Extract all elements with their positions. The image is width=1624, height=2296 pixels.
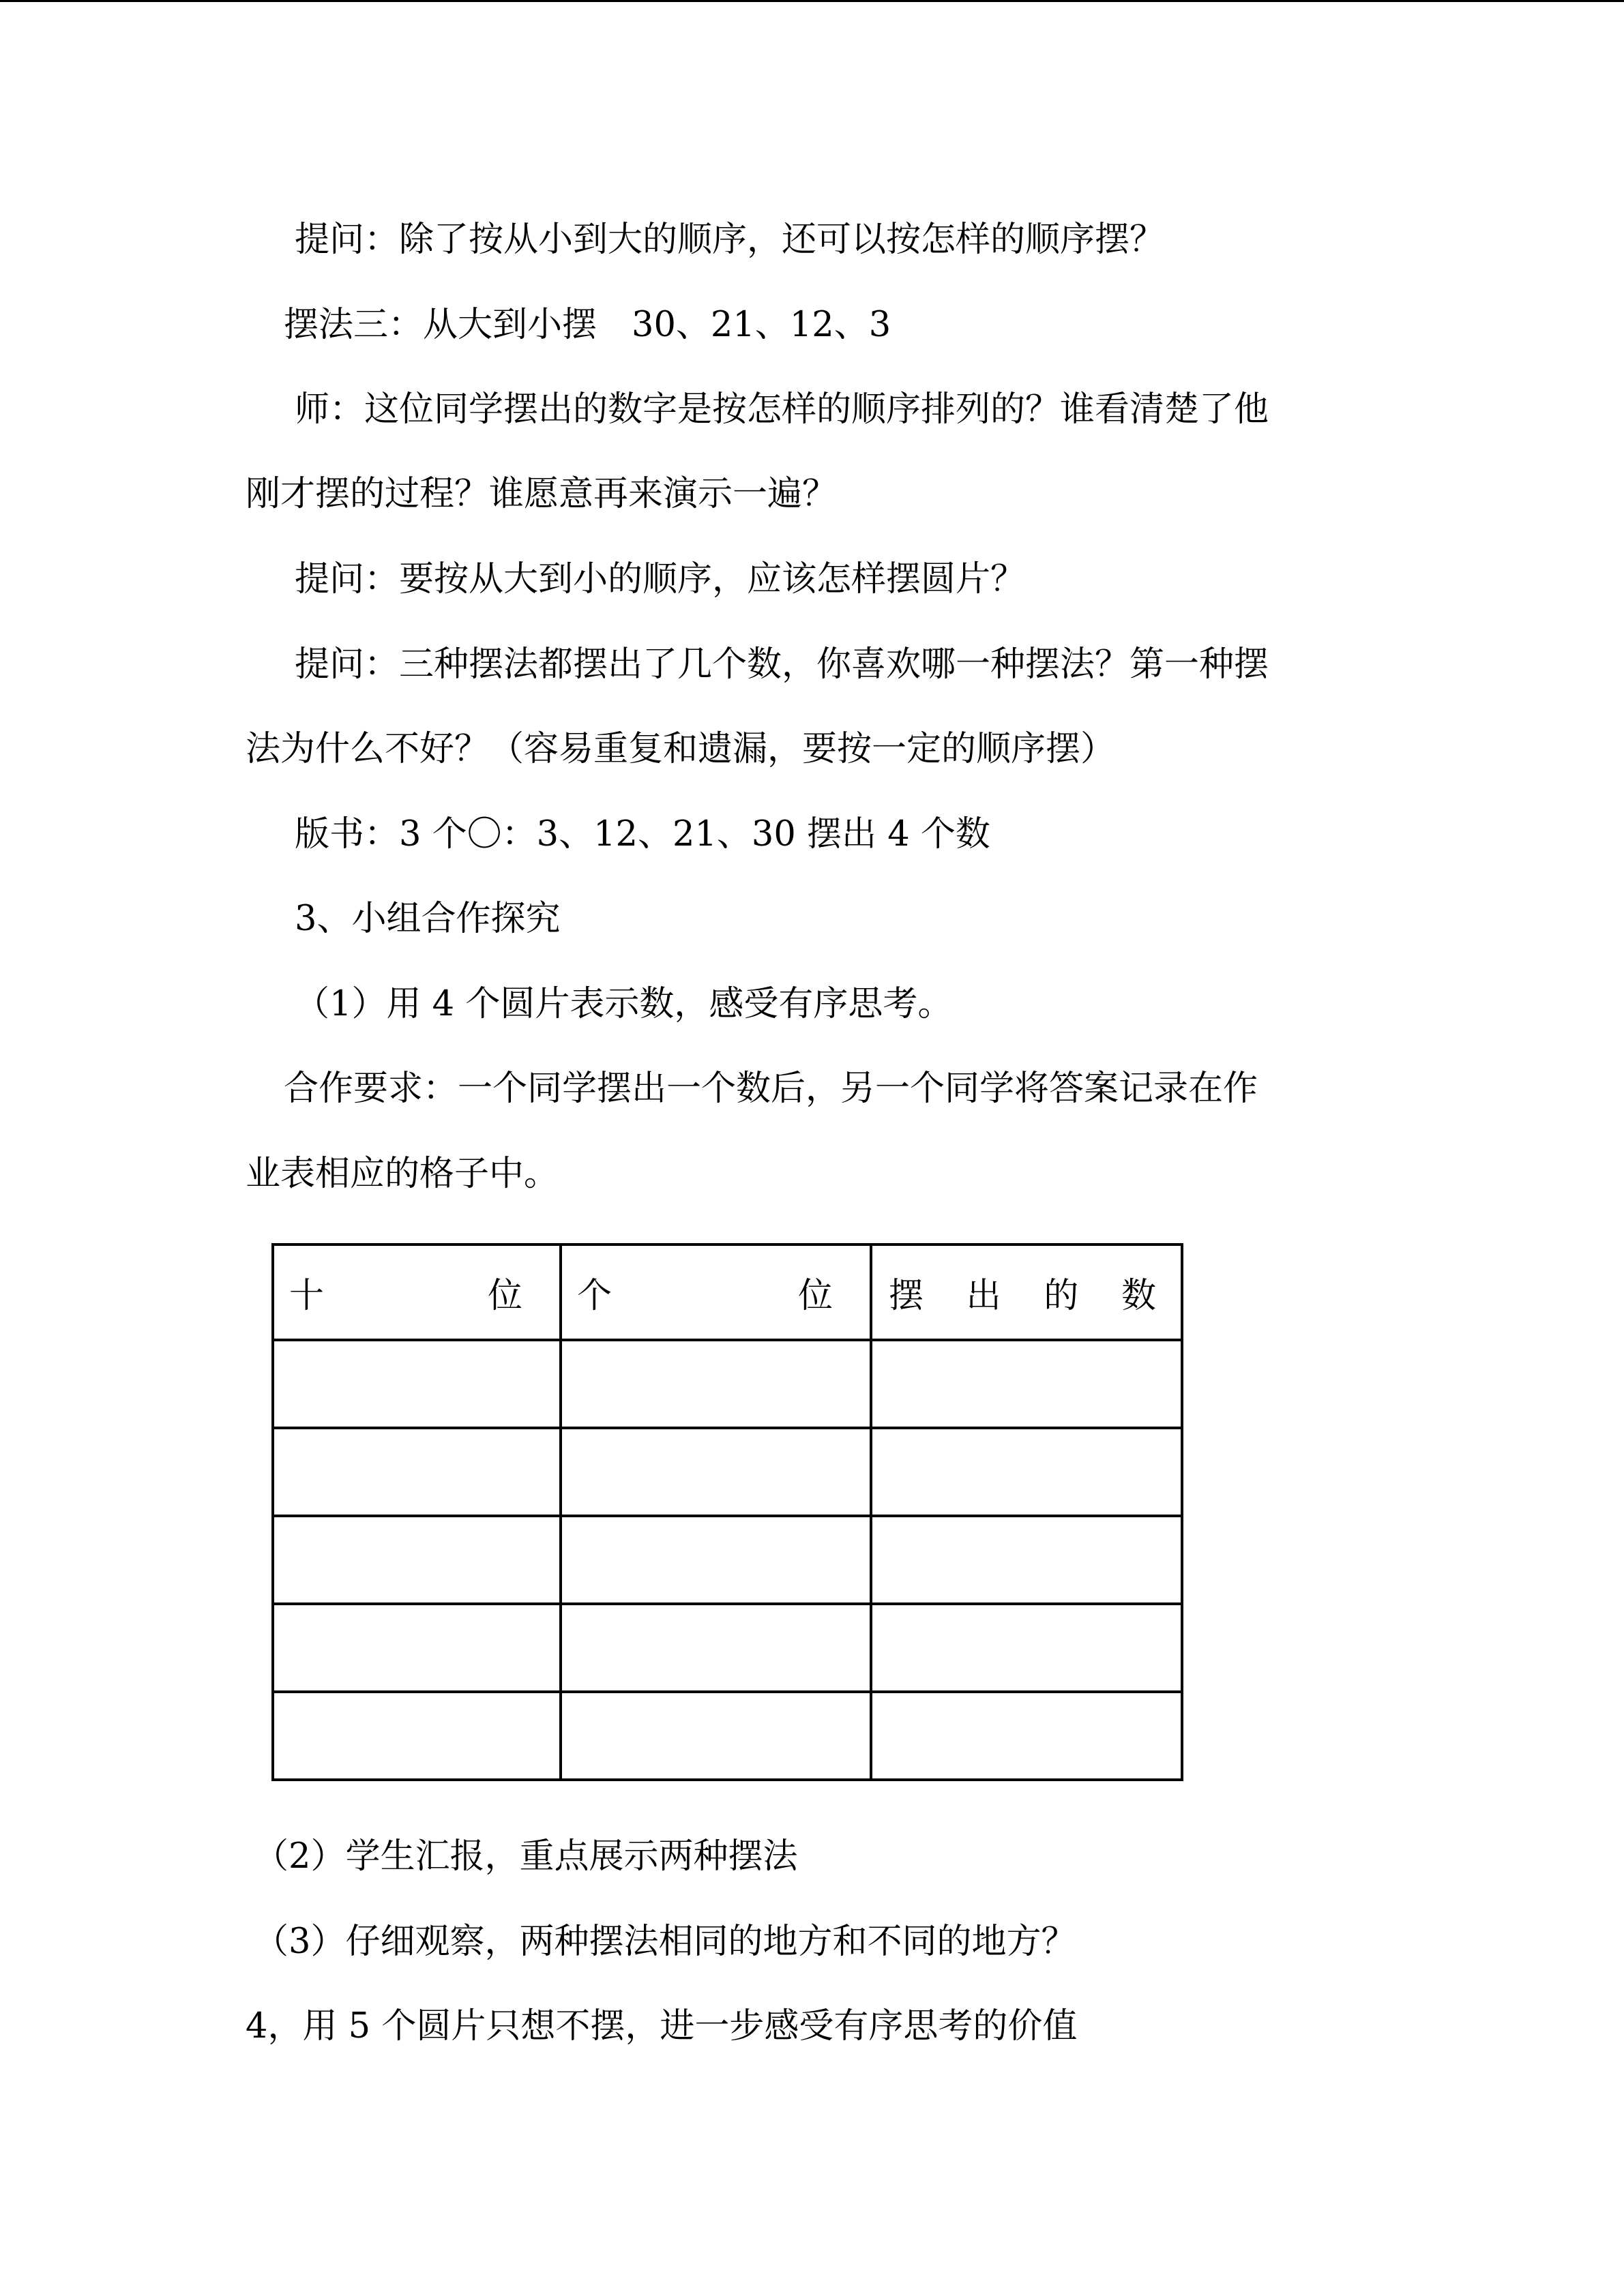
table-cell (273, 1516, 561, 1604)
table-row (273, 1604, 1182, 1692)
paragraph-question-three-methods-cont: 法为什么不好？（容易重复和遗漏，要按一定的顺序摆） (246, 729, 1116, 769)
paragraph-method-three: 摆法三：从大到小摆 30、21、12、3 (284, 305, 891, 345)
table-cell (273, 1692, 561, 1780)
table-cell (871, 1428, 1182, 1516)
table-cell (273, 1604, 561, 1692)
header-ones-place: 个 位 (561, 1244, 871, 1340)
paragraph-board-notes: 版书：3 个〇：3、12、21、30 摆出 4 个数 (295, 814, 990, 854)
paragraph-observe-compare: （3）仔细观察，两种摆法相同的地方和不同的地方？ (254, 1922, 1076, 1962)
table-cell (871, 1604, 1182, 1692)
table-cell (561, 1516, 871, 1604)
record-table (271, 1243, 1183, 1781)
section-heading-group-work: 3、小组合作探究 (295, 899, 561, 939)
paragraph-cooperation-rules-cont: 业表相应的格子中。 (246, 1154, 559, 1194)
table-cell (561, 1428, 871, 1516)
table-cell (561, 1692, 871, 1780)
paragraph-question-order: 提问：除了按从小到大的顺序，还可以按怎样的顺序摆？ (295, 220, 1165, 260)
table-cell (871, 1692, 1182, 1780)
paragraph-teacher-question-cont: 刚才摆的过程？谁愿意再来演示一遍？ (246, 474, 838, 514)
paragraph-student-report: （2）学生汇报，重点展示两种摆法 (254, 1836, 798, 1877)
header-number-formed: 摆 出 的 数 (871, 1244, 1182, 1340)
table-row (273, 1428, 1182, 1516)
table-row (273, 1692, 1182, 1780)
table-cell (273, 1428, 561, 1516)
table-cell (561, 1340, 871, 1428)
paragraph-question-large-small: 提问：要按从大到小的顺序，应该怎样摆圆片？ (295, 559, 1026, 599)
table-row (273, 1340, 1182, 1428)
table-header-row (273, 1244, 1182, 1340)
paragraph-step-one: （1）用 4 个圆片表示数，感受有序思考。 (295, 984, 953, 1024)
page-top-border (0, 0, 1624, 2)
paragraph-teacher-question: 师：这位同学摆出的数字是按怎样的顺序排列的？谁看清楚了他 (295, 389, 1269, 430)
table-cell (561, 1604, 871, 1692)
paragraph-cooperation-rules: 合作要求：一个同学摆出一个数后，另一个同学将答案记录在作 (284, 1069, 1258, 1109)
paragraph-question-three-methods: 提问：三种摆法都摆出了几个数，你喜欢哪一种摆法？第一种摆 (295, 644, 1269, 685)
table-cell (273, 1340, 561, 1428)
header-tens-place: 十 位 (273, 1244, 561, 1340)
table-cell (871, 1516, 1182, 1604)
paragraph-step-four: 4，用 5 个圆片只想不摆，进一步感受有序思考的价值 (246, 2006, 1078, 2046)
table-cell (871, 1340, 1182, 1428)
table-row (273, 1516, 1182, 1604)
